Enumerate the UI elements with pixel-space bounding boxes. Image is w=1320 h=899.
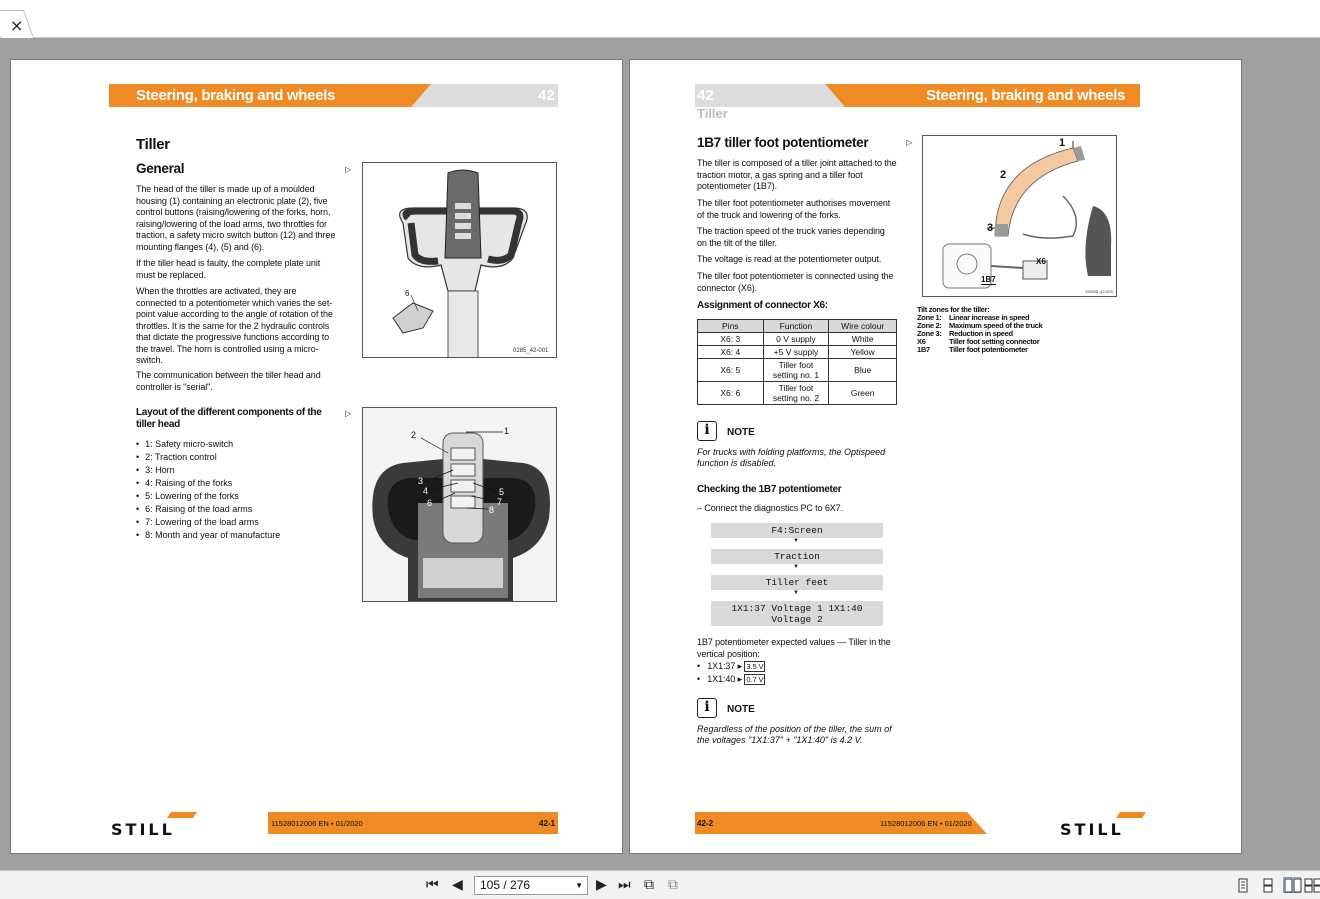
tiller-head-top-figure (362, 162, 557, 358)
layout-list (136, 438, 280, 542)
section-title-checking: Checking the 1B7 potentiometer (697, 484, 842, 495)
legend-value: Tiller foot potentiometer (949, 345, 1028, 354)
page-42-2 (629, 59, 1242, 854)
page-42-1 (10, 59, 623, 854)
legend-key: 1B7 (917, 345, 930, 354)
legend-value: Reduction in speed (949, 329, 1013, 338)
figure-callout: 4 (423, 486, 429, 496)
figure-callout: 8 (489, 505, 495, 515)
pot-para-2: The tiller foot potentiometer authorises movement of the truck and lowering of the forks. (697, 198, 891, 220)
arrow-down-icon: ▼ (793, 564, 799, 570)
note-text-2: Regardless of the position of the tiller, the sum of the voltages "1X1:37" + "1X1:40" is 4.2 V. (697, 724, 892, 745)
general-para-3: When the throttles are activated, they are connected to a potentiometer which varies the set-point value according to the angle of rotation of the throttles. It is the same for the 2 hydraulic controls that dictate the progressive functions according to the travel. The horn is controlled using a micro-switch. (136, 286, 333, 365)
connector-table (697, 319, 897, 405)
figure-callout: 7 (497, 497, 503, 507)
svg-text:STILL: STILL (111, 820, 175, 838)
navigation-toolbar (0, 870, 1320, 899)
still-logo (109, 810, 199, 838)
section-title-potentiometer: 1B7 tiller foot potentiometer (697, 135, 869, 150)
menu-step-box: 1X1:37 Voltage 1 1X1:40 Voltage 2 (711, 601, 883, 626)
list-item: • 8: Month and year of manufacture (136, 529, 280, 542)
single-page-view-icon[interactable] (1233, 877, 1251, 893)
table-row (698, 359, 897, 382)
figure-callout: 2 (1000, 169, 1007, 181)
expected-label: 1X1:40 ▸ (707, 674, 743, 684)
expected-values-intro: 1B7 potentiometer expected values — Tiller in the vertical position: (697, 637, 891, 659)
menu-step-box: F4:Screen (711, 523, 883, 538)
table-row (698, 346, 897, 359)
figure-id: 0285_42-001 (513, 348, 549, 354)
section-title-general: General (136, 161, 185, 176)
table-cell: X6: 3 (698, 333, 764, 346)
two-page-view-icon[interactable] (1283, 877, 1301, 893)
figure-callout: 1 (504, 426, 510, 436)
header-grey-tab (411, 84, 558, 107)
figure-id: 115206_42-003 (1085, 289, 1113, 294)
tilt-zones-illustration (923, 136, 1117, 297)
general-para-2: If the tiller head is faulty, the complete plate unit must be replaced. (136, 258, 321, 280)
footer-doc-number: 11528012006 EN • 01/2020 (880, 819, 972, 828)
header-title: Steering, braking and wheels (136, 87, 336, 104)
pot-para-5: The tiller foot potentiometer is connected using the connector (X6). (697, 271, 894, 293)
figure-callout: 1B7 (981, 275, 996, 284)
legend-value: Linear increase in speed (949, 313, 1030, 322)
figure-callout: 5 (499, 487, 505, 497)
note-label: NOTE (727, 704, 755, 715)
figure-callout: 1 (1059, 137, 1066, 149)
page-number-value: 105 / 276 (480, 878, 531, 892)
pot-para-4: The voltage is read at the potentiometer output. (697, 254, 882, 264)
prev-page-icon[interactable]: ◀ (452, 877, 463, 893)
table-cell: +5 V supply (763, 346, 829, 359)
figure-pointer-icon: ▷ (345, 409, 352, 418)
pot-para-1: The tiller is composed of a tiller joint attached to the traction motor, a gas spring and a tiller foot potentiometer (1B7). (697, 158, 897, 191)
two-page-continuous-view-icon[interactable] (1303, 877, 1320, 893)
figure-callout: 6 (405, 289, 410, 298)
column-header: Pins (698, 320, 764, 333)
header-chapter-number: 42 (538, 87, 555, 104)
legend-key: Zone 3: (917, 329, 942, 338)
table-header-row (698, 320, 897, 333)
tab-bar (0, 0, 1320, 38)
footer-page-number: 42-1 (539, 819, 556, 828)
go-back-icon[interactable]: ⧉ (644, 877, 654, 893)
list-item: • 1: Safety micro-switch (136, 438, 280, 451)
figure-callout: 6 (427, 498, 433, 508)
figure-pointer-icon: ▷ (345, 165, 352, 174)
expected-label: 1X1:37 ▸ (707, 661, 743, 671)
continuous-view-icon[interactable] (1258, 877, 1276, 893)
document-viewer[interactable] (0, 38, 1320, 870)
figure-callout: 3 (418, 476, 424, 486)
list-item: • 3: Horn (136, 464, 280, 477)
legend-value: Tiller foot setting connector (949, 337, 1040, 346)
menu-step-box: Traction (711, 549, 883, 564)
column-header: Wire colour (829, 320, 897, 333)
expected-value-box: 3.5 V (746, 662, 764, 671)
footer-page-number: 42-2 (697, 819, 714, 828)
pot-para-3: The traction speed of the truck varies depending on the tilt of the tiller. (697, 226, 885, 248)
legend-key: X6 (917, 337, 926, 346)
chevron-down-icon: ▼ (575, 881, 583, 890)
tiller-head-open-illustration (363, 408, 557, 602)
table-cell: Green (829, 382, 897, 405)
tilt-zones-legend (917, 306, 1042, 354)
legend-item (917, 346, 1042, 354)
last-page-icon[interactable]: ⏭ (618, 877, 631, 893)
menu-step-box: Tiller feet (711, 575, 883, 590)
note-label: NOTE (727, 427, 755, 438)
note-text-1: For trucks with folding platforms, the Optispeed function is disabled. (697, 447, 886, 468)
list-item: • 2: Traction control (136, 451, 280, 464)
table-cell: White (829, 333, 897, 346)
column-header: Function (763, 320, 829, 333)
page-number-select[interactable] (474, 876, 588, 895)
check-step: – Connect the diagnostics PC to 6X7. (697, 503, 843, 513)
legend-value: Maximum speed of the truck (949, 321, 1043, 330)
table-cell: Tiller foot setting no. 1 (763, 359, 829, 382)
still-logo (1058, 810, 1148, 838)
table-row (698, 333, 897, 346)
figure-callout: 3 (987, 222, 994, 234)
info-icon: i (697, 421, 717, 441)
general-para-1: The head of the tiller is made up of a moulded housing (1) containing an electronic plate (2), five control buttons (raising/lowering of the forks, horn, raising/lowering of the load arms, two throttles for traction, a safety micro switch button (12) and three mounting flanges (4), (5) and (6). (136, 184, 336, 252)
header-title: Steering, braking and wheels (926, 87, 1126, 104)
expected-value-1: • 1X1:37 ▸ 3.5 V (697, 661, 764, 671)
list-item: • 6: Raising of the load arms (136, 503, 280, 516)
section-title-tiller: Tiller (136, 136, 170, 153)
tiller-head-illustration (363, 163, 557, 358)
table-cell: Yellow (829, 346, 897, 359)
table-cell: X6: 5 (698, 359, 764, 382)
next-page-icon[interactable]: ▶ (596, 877, 607, 893)
legend-key: Zone 2: (917, 321, 942, 330)
legend-title: Tilt zones for the tiller: (917, 305, 990, 314)
table-cell: 0 V supply (763, 333, 829, 346)
list-item: • 7: Lowering of the load arms (136, 516, 280, 529)
tiller-head-layout-figure (362, 407, 557, 602)
header-subtitle: Tiller (697, 106, 728, 121)
tiller-tilt-zones-figure (922, 135, 1117, 297)
legend-key: Zone 1: (917, 313, 942, 322)
go-forward-icon[interactable]: ⧉ (668, 877, 678, 893)
info-icon: i (697, 698, 717, 718)
arrow-down-icon: ▼ (793, 590, 799, 596)
table-cell: Tiller foot setting no. 2 (763, 382, 829, 405)
footer-doc-number: 11528012006 EN • 01/2020 (271, 819, 363, 828)
list-item: • 5: Lowering of the forks (136, 490, 280, 503)
section-title-layout: Layout of the different components of the tiller head (136, 407, 322, 430)
svg-text:STILL: STILL (1060, 820, 1124, 838)
expected-value-box: 0.7 V (746, 675, 764, 684)
table-cell: X6: 4 (698, 346, 764, 359)
table-row (698, 382, 897, 405)
header-chapter-number: 42 (697, 87, 714, 104)
close-tab-icon[interactable]: × (10, 16, 24, 35)
list-item: • 4: Raising of the forks (136, 477, 280, 490)
figure-callout: 2 (411, 430, 417, 440)
section-title-assignment: Assignment of connector X6: (697, 300, 828, 311)
arrow-down-icon: ▼ (793, 538, 799, 544)
figure-pointer-icon: ▷ (906, 138, 913, 147)
first-page-icon[interactable]: ⏮ (426, 877, 439, 893)
expected-value-2: • 1X1:40 ▸ 0.7 V (697, 674, 764, 684)
table-cell: Blue (829, 359, 897, 382)
figure-callout: X6 (1036, 257, 1046, 266)
general-para-4: The communication between the tiller head and controller is "serial". (136, 370, 321, 392)
table-cell: X6: 6 (698, 382, 764, 405)
